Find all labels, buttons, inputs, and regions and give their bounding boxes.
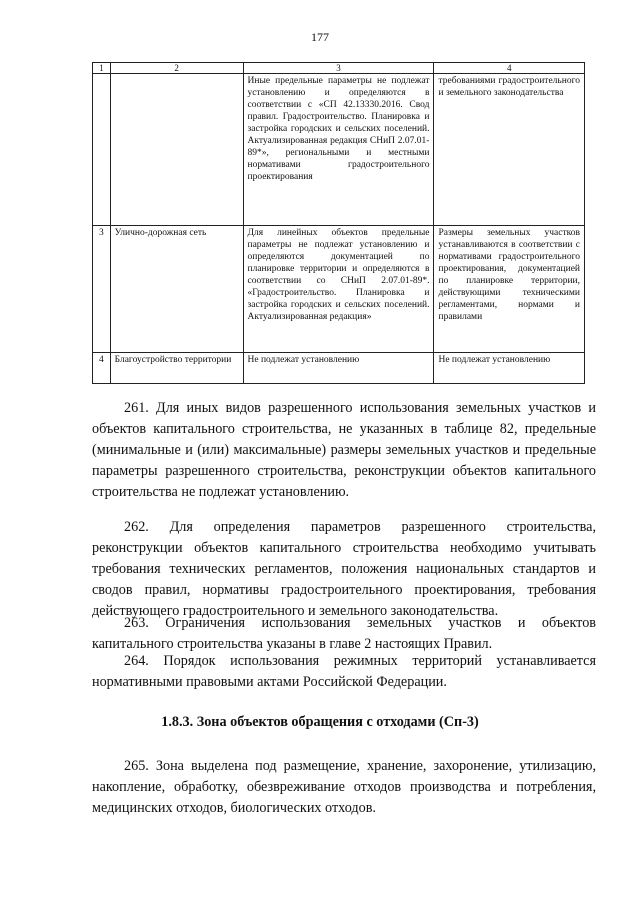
table-cell-name: Улично-дорожная сеть: [110, 226, 243, 353]
paragraph-265: 265. Зона выделена под размещение, хранение, захоронение, утилизацию, накопление, обработку, обезвреживание отходов производства и потребления, медицинских отходов, биологических отходов.: [92, 758, 596, 816]
table-cell-parameters: Для линейных объектов предельные параметры не подлежат установлению и определяются документацией по планировке территории и определяются в соответствии со СНиП 2.07.01-89*. «Градостроительство. Планировка и застройка городских и сельских поселений. Актуализированная редакция»: [243, 226, 434, 353]
page-number: 177: [311, 30, 329, 44]
table-cell-name: [110, 74, 243, 226]
table-header-cell: 4: [434, 63, 585, 74]
table-header-cell: 2: [110, 63, 243, 74]
table-row: [93, 353, 585, 384]
table-cell-requirements: требованиями градостроительного и земельного законодательства: [434, 74, 585, 226]
paragraph-263: 263. Ограничения использования земельных участков и объектов капитального строительства указаны в главе 2 настоящих Правил.: [92, 615, 596, 652]
table-row: [93, 226, 585, 353]
table-cell-number: 4: [93, 353, 111, 384]
table-cell-parameters: Не подлежат установлению: [243, 353, 434, 384]
table-header-cell: 3: [243, 63, 434, 74]
regulations-table: [92, 62, 585, 384]
table-header-row: [93, 63, 585, 74]
table-header-cell: 1: [93, 63, 111, 74]
paragraph-262: 262. Для определения параметров разрешенного строительства, реконструкции объектов капитального строительства необходимо учитывать требования технических регламентов, положения национальных стандартов и сводов правил, нормативы градостроительного проектирования, требования действующего градостроительного и земельного законодательства.: [92, 519, 596, 619]
table-cell-number: [93, 74, 111, 226]
table-row: [93, 74, 585, 226]
table-cell-number: 3: [93, 226, 111, 353]
table-cell-requirements: Не подлежат установлению: [434, 353, 585, 384]
paragraph-261: 261. Для иных видов разрешенного использования земельных участков и объектов капитального строительства, не указанных в таблице 82, предельные (минимальные и (или) максимальные) размеры земельных участков и предельные параметры разрешенного строительства, реконструкции объектов капитального строительства не подлежат установлению.: [92, 400, 596, 500]
table-cell-parameters: Иные предельные параметры не подлежат установлению и определяются в соответствии с «СП 42.13330.2016. Свод правил. Градостроительство. Планировка и застройка городских и сельских поселений. Актуализированная редакция СНиП 2.07.01-89*», региональными и местными нормативами градостроительного проектирования: [243, 74, 434, 226]
table-cell-name: Благоустройство территории: [110, 353, 243, 384]
section-heading: 1.8.3. Зона объектов обращения с отходами (Сп-3): [161, 714, 479, 730]
paragraph-264: 264. Порядок использования режимных территорий устанавливается нормативными правовыми актами Российской Федерации.: [92, 653, 596, 690]
table-cell-requirements: Размеры земельных участков устанавливаются в соответствии с нормативами градостроительного проектирования, документацией по планировке территории, действующими техническими регламентами, нормами и правилами: [434, 226, 585, 353]
